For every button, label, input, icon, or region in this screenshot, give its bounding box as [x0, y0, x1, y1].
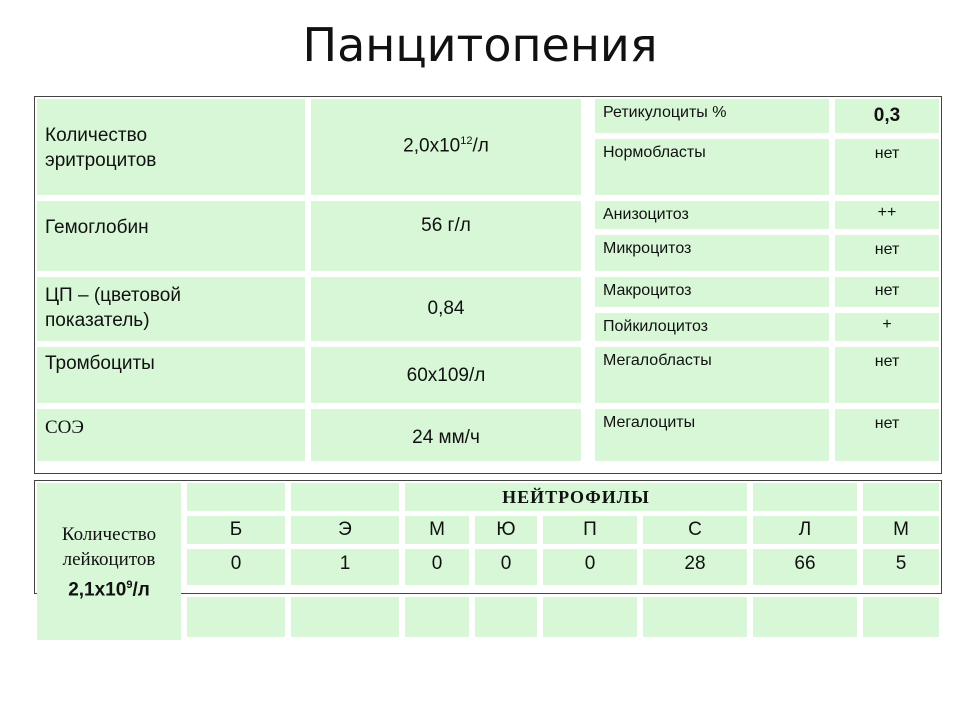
microcytosis-label: Микроцитоз [595, 235, 829, 271]
platelets-label-cell [37, 347, 305, 403]
empty-cell-m [405, 597, 469, 637]
col-header-b: Б [187, 516, 285, 544]
hemoglobin-label: Гемоглобин [45, 217, 149, 238]
macrocytosis-label: Макроцитоз [595, 277, 829, 307]
value-mon: 5 [863, 549, 939, 585]
esr-label: СОЭ [45, 417, 84, 438]
hemoglobin-label-cell [37, 201, 305, 271]
col-header-l: Л [753, 516, 857, 544]
empty-cell-p [543, 597, 637, 637]
reticulocytes-value: 0,3 [835, 99, 939, 133]
normoblasts-label: Нормобласты [595, 139, 829, 195]
col-header-mon: М [863, 516, 939, 544]
blood-test-table [34, 96, 942, 474]
empty-cell-s [643, 597, 747, 637]
header-empty-cell-2 [291, 483, 399, 511]
erythrocytes-label: Количество эритроцитов [45, 125, 157, 171]
erythrocytes-label-cell [37, 99, 305, 195]
hemoglobin-value: 56 г/л [421, 215, 471, 236]
normoblasts-value: нет [835, 139, 939, 195]
hemoglobin-value-cell [311, 201, 581, 271]
megaloblasts-value: нет [835, 347, 939, 403]
page-title: Панцитопения [302, 18, 658, 72]
value-p: 0 [543, 549, 637, 585]
esr-value-cell [311, 409, 581, 461]
platelets-value: 60х109/л [406, 365, 486, 386]
col-header-p: П [543, 516, 637, 544]
color-index-value: 0,84 [427, 298, 465, 319]
esr-value: 24 мм/ч [412, 427, 480, 448]
leukocyte-label-line2: лейкоцитов [62, 549, 156, 570]
platelets-label: Тромбоциты [45, 353, 155, 374]
reticulocytes-label: Ретикулоциты % [595, 99, 829, 133]
header-empty-cell-4 [863, 483, 939, 511]
leukocyte-label-line1: Количество [61, 524, 157, 545]
color-index-value-cell [311, 277, 581, 341]
neutrophils-group-header: НЕЙТРОФИЛЫ [405, 483, 747, 511]
header-empty-cell-3 [753, 483, 857, 511]
color-index-label: ЦП – (цветовой показатель) [45, 285, 181, 331]
empty-cell-b [187, 597, 285, 637]
platelets-value-cell [311, 347, 581, 403]
leukocyte-count-value: $2,1х10^9/л$ [68, 579, 150, 601]
leukocyte-count-cell [37, 483, 181, 640]
megalocytes-value: нет [835, 409, 939, 461]
col-header-yu: Ю [475, 516, 537, 544]
value-e: 1 [291, 549, 399, 585]
col-header-s: С [643, 516, 747, 544]
megalocytes-label: Мегалоциты [595, 409, 829, 461]
erythrocytes-value: $2,0х10^{12}/л$ [403, 134, 489, 157]
value-yu: 0 [475, 549, 537, 585]
empty-cell-mon [863, 597, 939, 637]
esr-label-cell [37, 409, 305, 461]
anisocytosis-value: ++ [835, 201, 939, 229]
poikilocytosis-value: + [835, 313, 939, 341]
col-header-m: М [405, 516, 469, 544]
value-m: 0 [405, 549, 469, 585]
value-b: 0 [187, 549, 285, 585]
poikilocytosis-label: Пойкилоцитоз [595, 313, 829, 341]
header-empty-cell-1 [187, 483, 285, 511]
erythrocytes-value-cell [311, 99, 581, 195]
value-s: 28 [643, 549, 747, 585]
empty-cell-e [291, 597, 399, 637]
macrocytosis-value: нет [835, 277, 939, 307]
empty-cell-yu [475, 597, 537, 637]
anisocytosis-label: Анизоцитоз [595, 201, 829, 229]
value-l: 66 [753, 549, 857, 585]
empty-cell-l [753, 597, 857, 637]
megaloblasts-label: Мегалобласты [595, 347, 829, 403]
color-index-label-cell [37, 277, 305, 341]
col-header-e: Э [291, 516, 399, 544]
microcytosis-value: нет [835, 235, 939, 271]
